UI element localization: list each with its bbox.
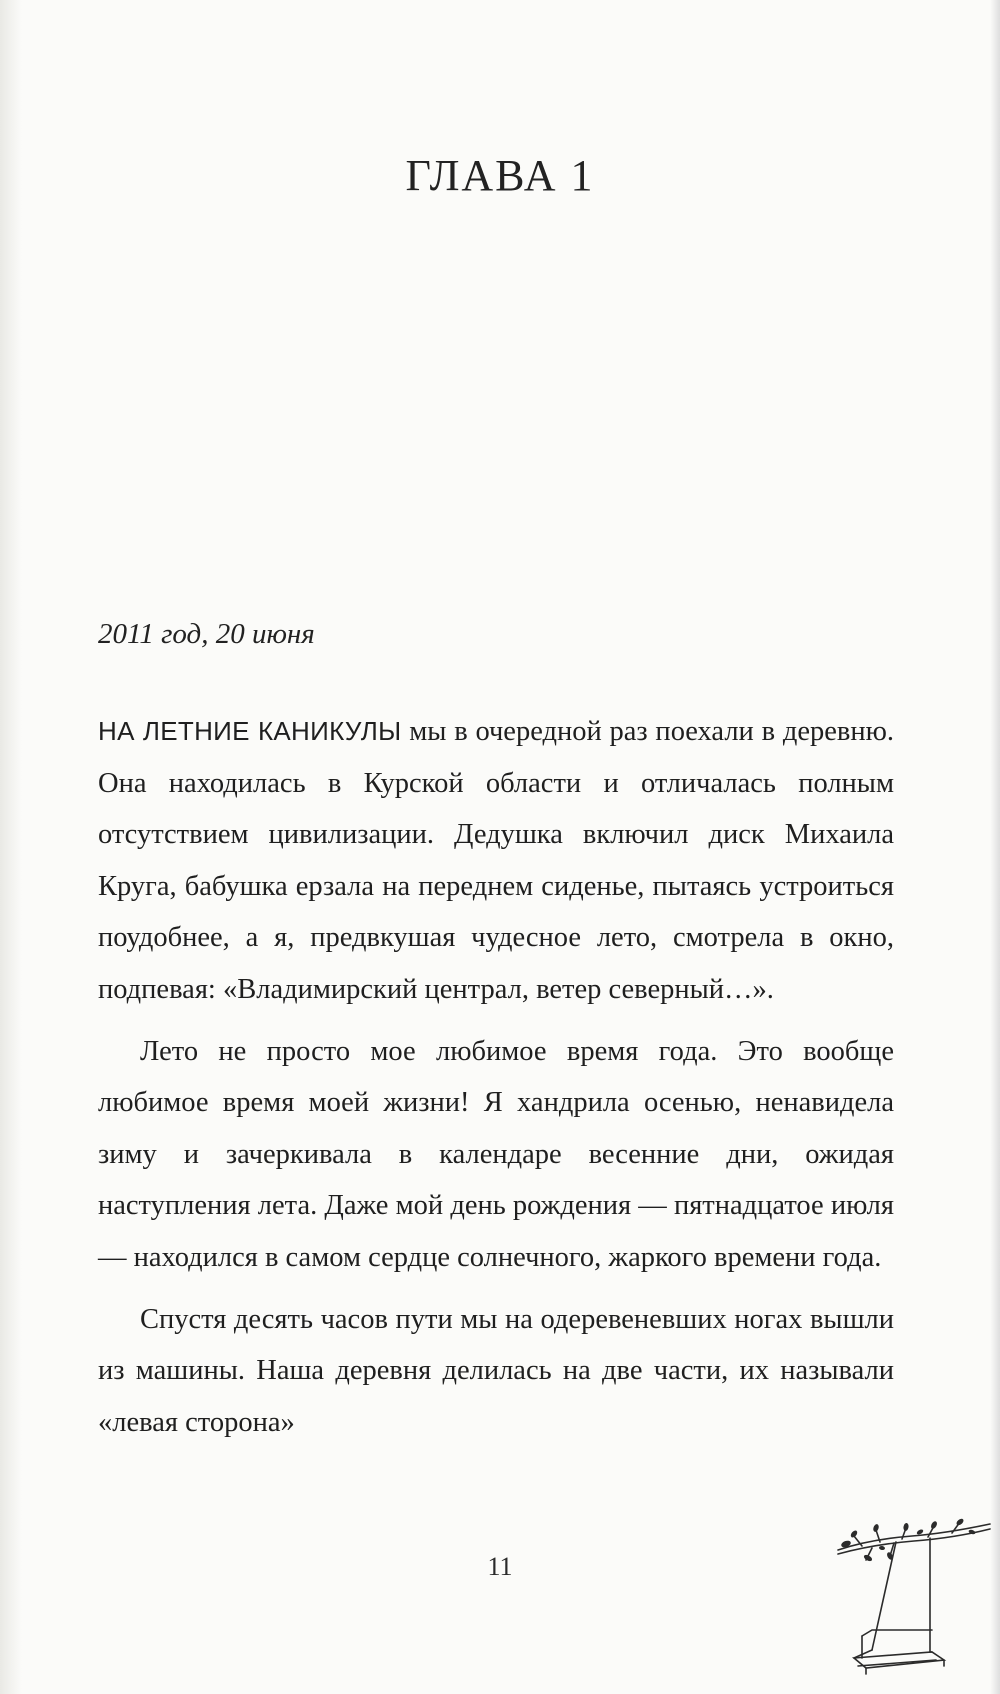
- page-number: 11: [487, 1552, 513, 1581]
- paragraph-1-text: мы в очередной раз поехали в деревню. Она находилась в Курской области и отличалась полным отсутствием цивилизации. Дедушка включил диск Михаила Круга, бабушка ерзала на переднем сиденье, пытаясь устроиться поудобнее, а я, предвкушая чудесное лето, смотрела в окно, подпевая: «Владимирский централ, ветер северный…».: [98, 716, 894, 1005]
- paragraph-1: [98, 706, 894, 1016]
- chapter-title: ГЛАВА 1: [405, 151, 595, 200]
- date-line: 2011 год, 20 июня: [98, 618, 315, 650]
- tree-branch-swing-icon: [832, 1518, 992, 1684]
- page-edge-shadow: [990, 0, 1000, 1694]
- paragraph-2: Лето не просто мое любимое время года. Это вообще любимое время моей жизни! Я хандрила осенью, ненавидела зиму и зачеркивала в календаре весенние дни, ожидая наступления лета. Даже мой день рождения — пятнадцатое июля — находился в самом сердце солнечного, жаркого времени года.: [98, 1035, 894, 1273]
- chapter-body: [98, 706, 894, 1448]
- page-binding-shadow: [0, 0, 22, 1694]
- paragraph-lead-in: НА ЛЕТНИЕ КАНИКУЛЫ: [98, 716, 402, 746]
- paragraph-3: Спустя десять часов пути мы на одеревеневших ногах вышли из машины. Наша деревня делилась на две части, их называли «левая сторона»: [98, 1303, 894, 1438]
